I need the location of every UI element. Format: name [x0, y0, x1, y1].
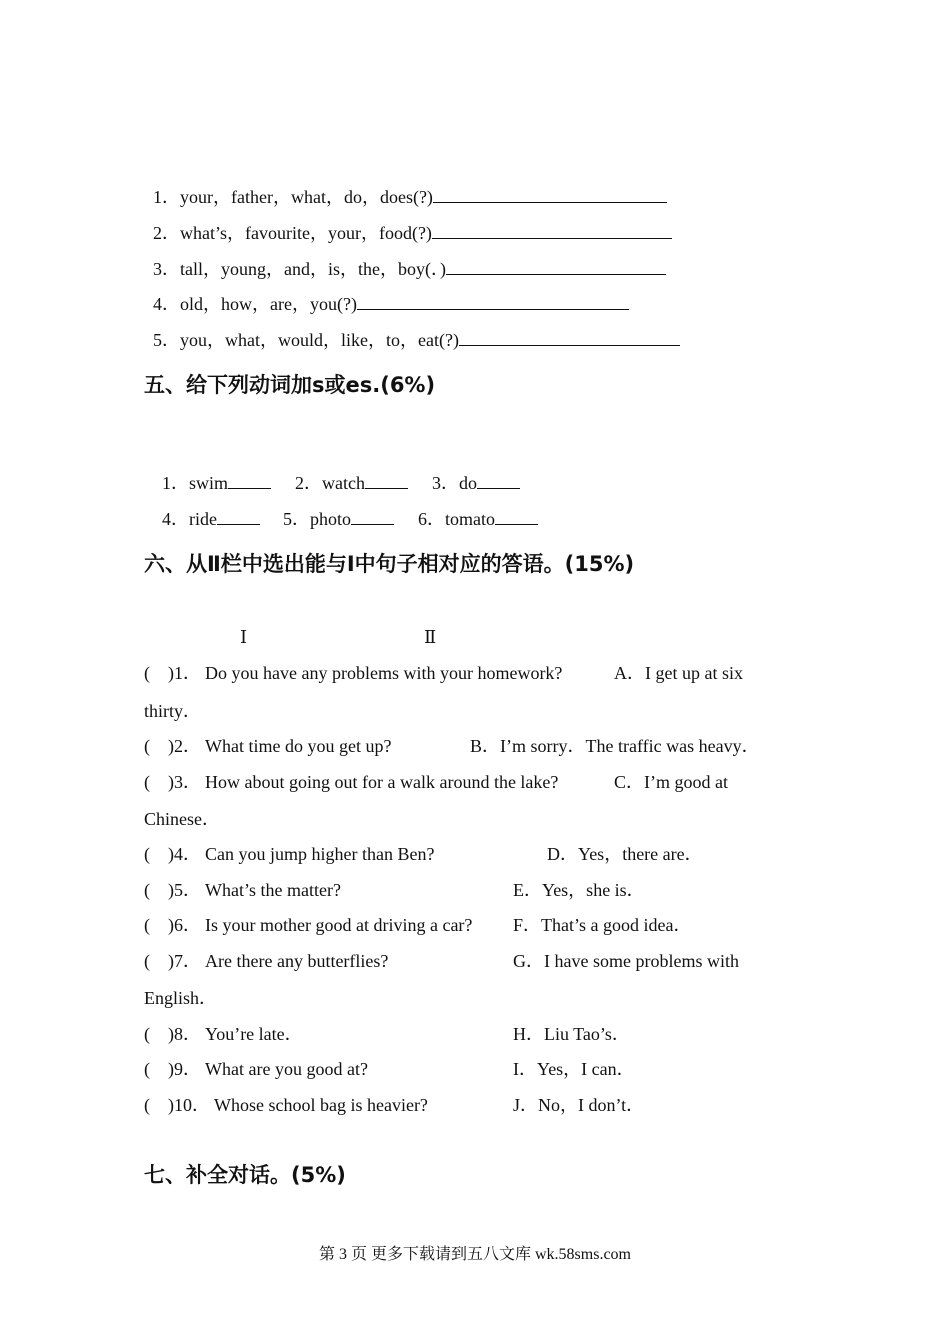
a-text: C．I’m good at	[614, 772, 728, 792]
a-text: G．I have some problems with	[513, 951, 739, 971]
q-number[interactable]: ( )4．	[144, 844, 201, 864]
a-continuation: English．	[144, 988, 218, 1008]
q-text: Whose school bag is heavier?	[214, 1095, 428, 1115]
q-number[interactable]: ( )5．	[144, 880, 201, 900]
q-number[interactable]: ( )10．	[144, 1095, 210, 1115]
q-text: What’s the matter?	[205, 880, 341, 900]
s5-word: 6．tomato	[418, 509, 495, 529]
a-text: I．Yes，I can．	[513, 1059, 635, 1079]
a-text: F．That’s a good idea．	[513, 915, 692, 935]
s4-item-5	[144, 303, 680, 352]
q-text: You’re late．	[205, 1024, 303, 1044]
s5-item	[409, 482, 538, 531]
q-number[interactable]: ( )3．	[144, 772, 201, 792]
s4-item-text: 2．what’s，favourite，your，food(?)	[153, 223, 432, 243]
answer-blank[interactable]	[217, 506, 260, 525]
s5-item	[274, 482, 394, 531]
column-header-1: Ⅰ	[240, 627, 248, 647]
a-text: A．I get up at six	[614, 663, 743, 683]
a-text: E．Yes，she is．	[513, 880, 645, 900]
column-header-2: Ⅱ	[424, 627, 437, 647]
s5-word: 2．watch	[295, 473, 365, 493]
q-text: Is your mother good at driving a car?	[205, 915, 473, 935]
q-text: What are you good at?	[205, 1059, 368, 1079]
page-footer: 第 3 页 更多下载请到五八文库 wk.58sms.com	[318, 1246, 631, 1263]
a-continuation: Chinese．	[144, 809, 220, 829]
s4-item-text: 1．your，father，what，do，does(?)	[153, 187, 433, 207]
q-text: Are there any butterflies?	[205, 951, 389, 971]
q-number[interactable]: ( )1．	[144, 663, 201, 683]
s5-word: 4．ride	[162, 509, 217, 529]
q-number[interactable]: ( )8．	[144, 1024, 201, 1044]
q-number[interactable]: ( )9．	[144, 1059, 201, 1079]
a-text: D．Yes，there are．	[547, 844, 703, 864]
a-continuation: thirty．	[144, 701, 201, 721]
q-text: Can you jump higher than Ben?	[205, 844, 435, 864]
s5-item	[153, 482, 260, 531]
q-text: What time do you get up?	[205, 736, 392, 756]
section7-title: 七、补全对话。(5%)	[144, 1163, 346, 1187]
answer-blank[interactable]	[351, 506, 394, 525]
a-text: B．I’m sorry．The traffic was heavy．	[470, 736, 760, 756]
answer-blank[interactable]	[495, 506, 538, 525]
s4-item-text: 4．old，how，are，you(?)	[153, 294, 357, 314]
s5-word: 3．do	[432, 473, 477, 493]
q-number[interactable]: ( )7．	[144, 951, 201, 971]
s5-word: 1．swim	[162, 473, 229, 493]
q-number[interactable]: ( )6．	[144, 915, 201, 935]
section5-title: 五、给下列动词加s或es.(6%)	[144, 373, 436, 397]
q-text: Do you have any problems with your homework?	[205, 663, 563, 683]
a-text: H．Liu Tao’s．	[513, 1024, 630, 1044]
s4-item-text: 3．tall，young，and，is，the，boy(．)	[153, 259, 446, 279]
answer-blank[interactable]	[459, 327, 680, 346]
s4-item-text: 5．you，what，would，like，to，eat(?)	[153, 330, 459, 350]
section6-title: 六、从Ⅱ栏中选出能与Ⅰ中句子相对应的答语。(15%)	[144, 552, 635, 576]
s5-word: 5．photo	[283, 509, 352, 529]
q-text: How about going out for a walk around the lake?	[205, 772, 559, 792]
q-number[interactable]: ( )2．	[144, 736, 201, 756]
a-text: J．No，I don’t．	[513, 1095, 645, 1115]
